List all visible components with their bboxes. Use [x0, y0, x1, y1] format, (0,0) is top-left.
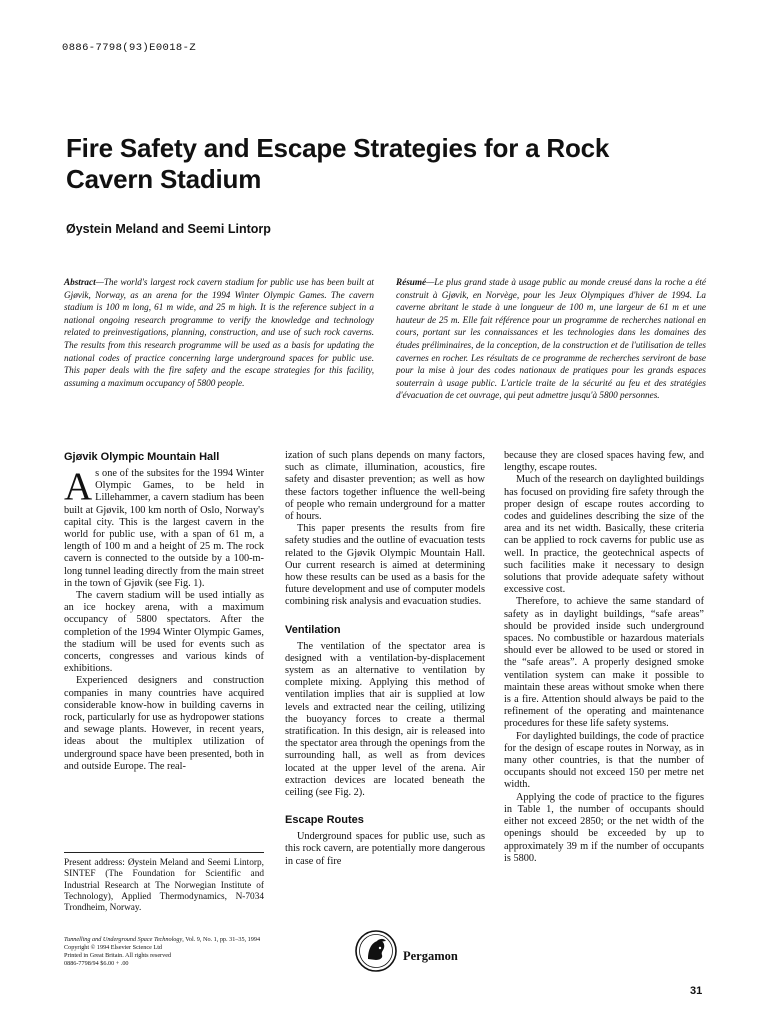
- abstract-label: Abstract: [64, 277, 96, 287]
- pergamon-logo-icon: [354, 929, 398, 973]
- paragraph: The cavern stadium will be used intially as an ice hockey arena, with a maximum occupancy of 5800 spectators. After the completion of the 1994 Winter Olympic Games, the stadium will be used for events such as concerts, congresses and various kinds of exhibitions.: [64, 590, 264, 675]
- abstract-text: —The world's largest rock cavern stadium for public use has been built at Gjøvik, Norway, as an arena for the 1994 Winter Olympic Games. The cavern stadium is 100 m long, 61 m wide, and 25 m high. It is the reference subject in a national ongoing research programme to verify the knowledge and technology related to preinvestigations, planning, construction, and use of such rock caverns. The results from this research programme will be used as a basis for updating the national codes of practice concerning large underground spaces for public use. This paper deals with the fire safety and the escape strategies for this facility, assuming a maximum occupancy of 5800 people.: [64, 277, 374, 388]
- copyright-line: Copyright © 1994 Elsevier Science Ltd: [64, 944, 163, 951]
- article-authors: Øystein Meland and Seemi Lintorp: [66, 222, 271, 236]
- resume-label: Résumé: [396, 277, 427, 287]
- page-number: 31: [690, 985, 703, 997]
- paragraph: This paper presents the results from fire safety studies and the outline of evacuation tests related to the Gjøvik Olympic Mountain Hall. Our current research is aimed at determining how these results can be used as a basis for the future development and use of computer models combining risk analysis and evacuation studies.: [285, 523, 485, 608]
- journal-citation: [64, 936, 364, 968]
- body-column-1: [64, 450, 264, 773]
- issn-code: 0886-7798(93)E0018-Z: [62, 42, 197, 54]
- abstract-french: [396, 276, 706, 402]
- section-heading-escape-routes: Escape Routes: [285, 814, 364, 827]
- paragraph: Underground spaces for public use, such as this rock cavern, are potentially more dangerous in case of fire: [285, 831, 485, 867]
- section-heading-gjovik: Gjøvik Olympic Mountain Hall: [64, 451, 220, 463]
- body-column-3: [504, 450, 704, 865]
- author-address-footnote: Present address: Øystein Meland and Seemi Lintorp, SINTEF (The Foundation for Scientific and Industrial Research at The Norwegian Institute of Technology), Applied Thermodynamics, N-7034 Trondheim, Norway.: [64, 858, 264, 914]
- body-column-2: [285, 450, 485, 868]
- journal-name: Tunnelling and Underground Space Technology: [64, 936, 183, 943]
- price-code-line: 0886-7798/94 $6.00 + .00: [64, 960, 129, 967]
- publisher-name: Pergamon: [403, 949, 458, 963]
- resume-text: —Le plus grand stade à usage public au monde creusé dans la roche a été construit à Gjøvik, en Norvège, pour les Jeux Olympiques d'hiver de 1994. La caverne abritant le stade à une longueur de 100 m, une largeur de 61 m et une hauteur de 25 m. Elle fait référence pour un programme de recherches national en cours, portant sur les connaissances et les technologies dans les domaines des études préliminaires, de la conception, de la construction et de l'utilisation de telles cavernes en rocher. Les résultats de ce programme de recherches serviront de base pour la mise à jour des codes nationaux de pratiques pour les grands espaces souterrain à usage public. L'article traite de la sécurité au feu et des stratégies d'évacuation de cet ouvrage, qui peut admettre jusqu'à 5800 personnes.: [396, 277, 706, 401]
- article-title: Fire Safety and Escape Strategies for a Rock Cavern Stadium: [66, 133, 610, 194]
- paragraph: The ventilation of the spectator area is designed with a ventilation-by-displacement system as an alternative to ventilation by complete mixing. Applying this method of ventilation implies that air is supplied at low levels and extracted near the ceiling, utilizing the buoyancy forces to create a thermal stratification. In this design, air is released into the spectator area through the openings from the surrounding hall, as well as from devices located at the upper level of the arena. Air extraction devices are located beneath the ceiling (see Fig. 2).: [285, 640, 485, 799]
- paragraph: ization of such plans depends on many factors, such as climate, illumination, acoustics, fire safety and disaster prevention; as well as how these factors together influence the well-being of people who remain underground for a matter of hours.: [285, 450, 485, 523]
- paragraph: because they are closed spaces having few, and lengthy, escape routes.: [504, 450, 704, 474]
- paragraph: For daylighted buildings, the code of practice for the design of escape routes in Norway, as in many other countries, is that the number of occupants should not exceed 150 per metre net width.: [504, 730, 704, 791]
- footnote-divider: [64, 852, 264, 853]
- abstract-english: [64, 276, 374, 389]
- paragraph: Therefore, to achieve the same standard of safety as in daylight buildings, “safe areas” should be provided inside such underground spaces. No combustible or hazardous materials should ever be allowed to be used or stored in the “safe areas”. A properly designed smoke ventilation system can make it possible to maintain these areas without smoke when there is a fire. Attention should always be paid to the refinement of the operating and maintenance procedures for these life safety systems.: [504, 596, 704, 730]
- paragraph: Much of the research on daylighted buildings has focused on providing fire safety through the proper design of escape routes according to codes and guidelines describing the size of the area and its net width. Basically, these criteria can be applied to rock caverns for public use as well. In practice, the geotechnical aspects of such facilities make it necessary to design solutions that provide adequate safety without excessive cost.: [504, 474, 704, 596]
- printed-line: Printed in Great Britain. All rights reserved: [64, 952, 172, 959]
- paragraph: Applying the code of practice to the figures in Table 1, the number of occupants should either not exceed 2850; or the net width of the openings should be exceeded by up to approximately 39 m if the number of occupants is 5800.: [504, 791, 704, 864]
- paragraph: As one of the subsites for the 1994 Winter Olympic Games, to be held in Lillehammer, a cavern stadium has been built at Gjøvik, 100 km north of Oslo, Norway's capital city. This is the largest cavern in the world for public use, with a span of 61 m, a length of 100 m and a height of 25 m. The rock cavern is connected to the outside by a 100-m-long tunnel leading directly from the main street in the town of Gjøvik (see Fig. 1).: [64, 465, 264, 589]
- journal-line: Tunnelling and Underground Space Technology, Vol. 9, No. 1, pp. 31–35, 1994: [64, 936, 261, 943]
- drop-cap: A: [64, 465, 93, 508]
- section-heading-ventilation: Ventilation: [285, 623, 341, 636]
- paragraph: Experienced designers and construction companies in many countries have acquired considerable know-how in building caverns in rock, particularly for use as hydropower stations and sewage plants. However, in recent years, ideas about the multiplex utilization of underground space have been presented, both in and outside Europe. The real-: [64, 675, 264, 772]
